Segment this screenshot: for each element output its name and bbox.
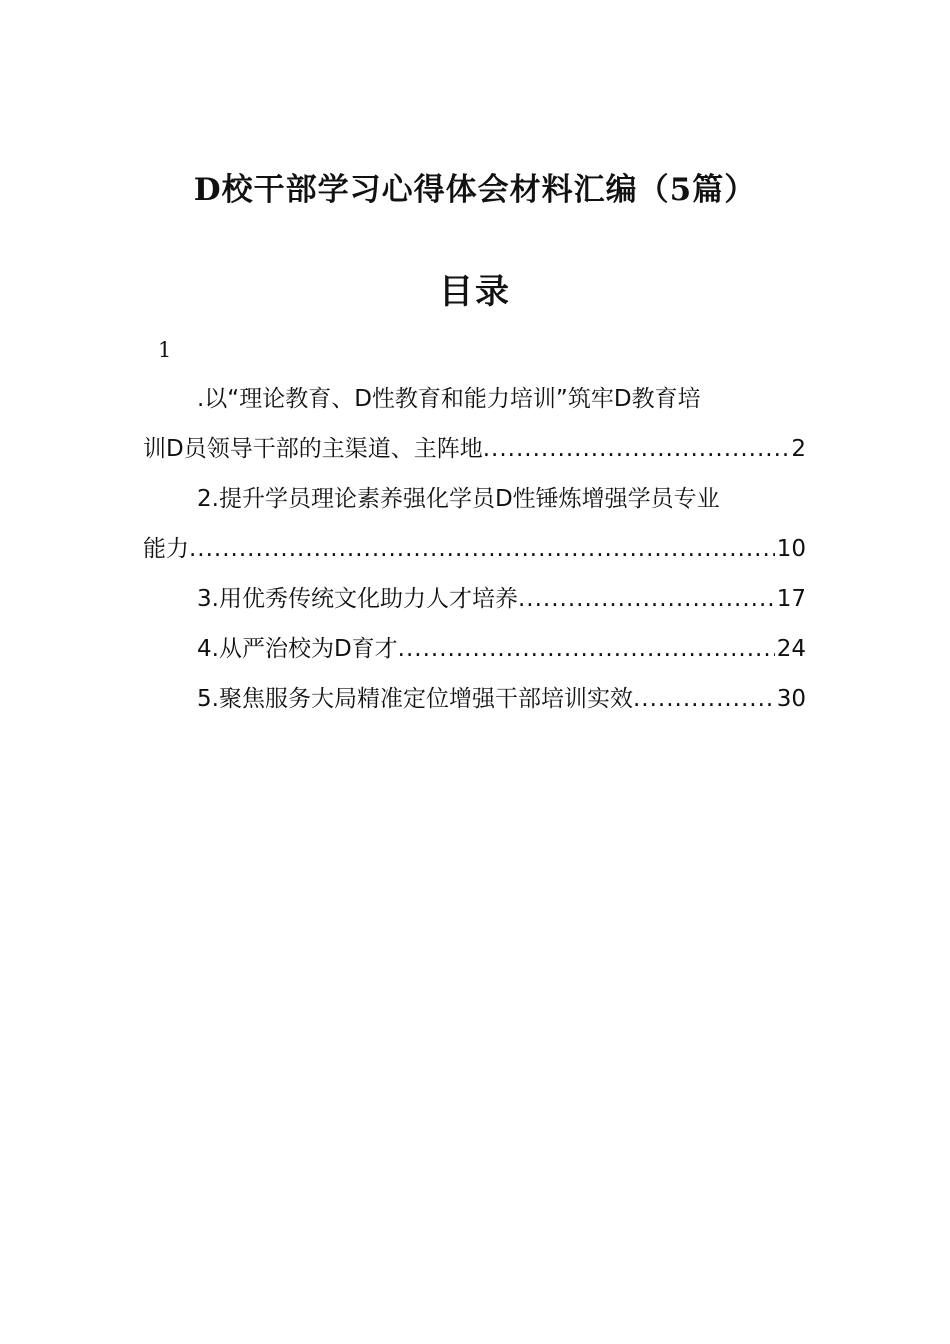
toc-item-2-title-end: 能力 bbox=[143, 536, 189, 562]
toc-item-3-title: 3.用优秀传统文化助力人才培养 bbox=[197, 586, 518, 612]
toc-item-4-title: 4.从严治校为D育才 bbox=[197, 636, 398, 662]
document-title: D校干部学习心得体会材料汇编（5篇） bbox=[193, 172, 757, 208]
toc-item-1-line1[interactable]: .以“理论教育、D性教育和能力培训”筑牢D教育培 bbox=[197, 386, 701, 412]
toc-item-1-page: 2 bbox=[791, 436, 806, 462]
toc-item-5[interactable] bbox=[197, 684, 806, 714]
toc-item-3-leader bbox=[518, 584, 775, 614]
toc-item-4-page: 24 bbox=[776, 636, 806, 662]
toc-heading: 目录 bbox=[439, 272, 511, 312]
stray-number: 1 bbox=[158, 338, 172, 362]
toc-item-5-title: 5.聚焦服务大局精准定位增强干部培训实效 bbox=[197, 686, 633, 712]
toc-item-3[interactable] bbox=[197, 584, 806, 614]
toc-item-2-line1[interactable]: 2.提升学员理论素养强化学员D性锤炼增强学员专业 bbox=[197, 486, 720, 512]
toc-item-1-title-end: 训D员领导干部的主渠道、主阵地 bbox=[143, 436, 483, 462]
toc-item-5-leader bbox=[633, 684, 775, 714]
toc-item-4-leader bbox=[398, 634, 775, 664]
toc-item-2-leader bbox=[189, 534, 775, 564]
toc-item-2-page: 10 bbox=[776, 536, 806, 562]
toc-item-1-line2[interactable] bbox=[143, 434, 806, 464]
toc-item-3-page: 17 bbox=[776, 586, 806, 612]
toc-item-2-line2[interactable] bbox=[143, 534, 806, 564]
toc-item-5-page: 30 bbox=[776, 686, 806, 712]
toc-item-1-leader bbox=[483, 434, 790, 464]
toc-item-4[interactable] bbox=[197, 634, 806, 664]
